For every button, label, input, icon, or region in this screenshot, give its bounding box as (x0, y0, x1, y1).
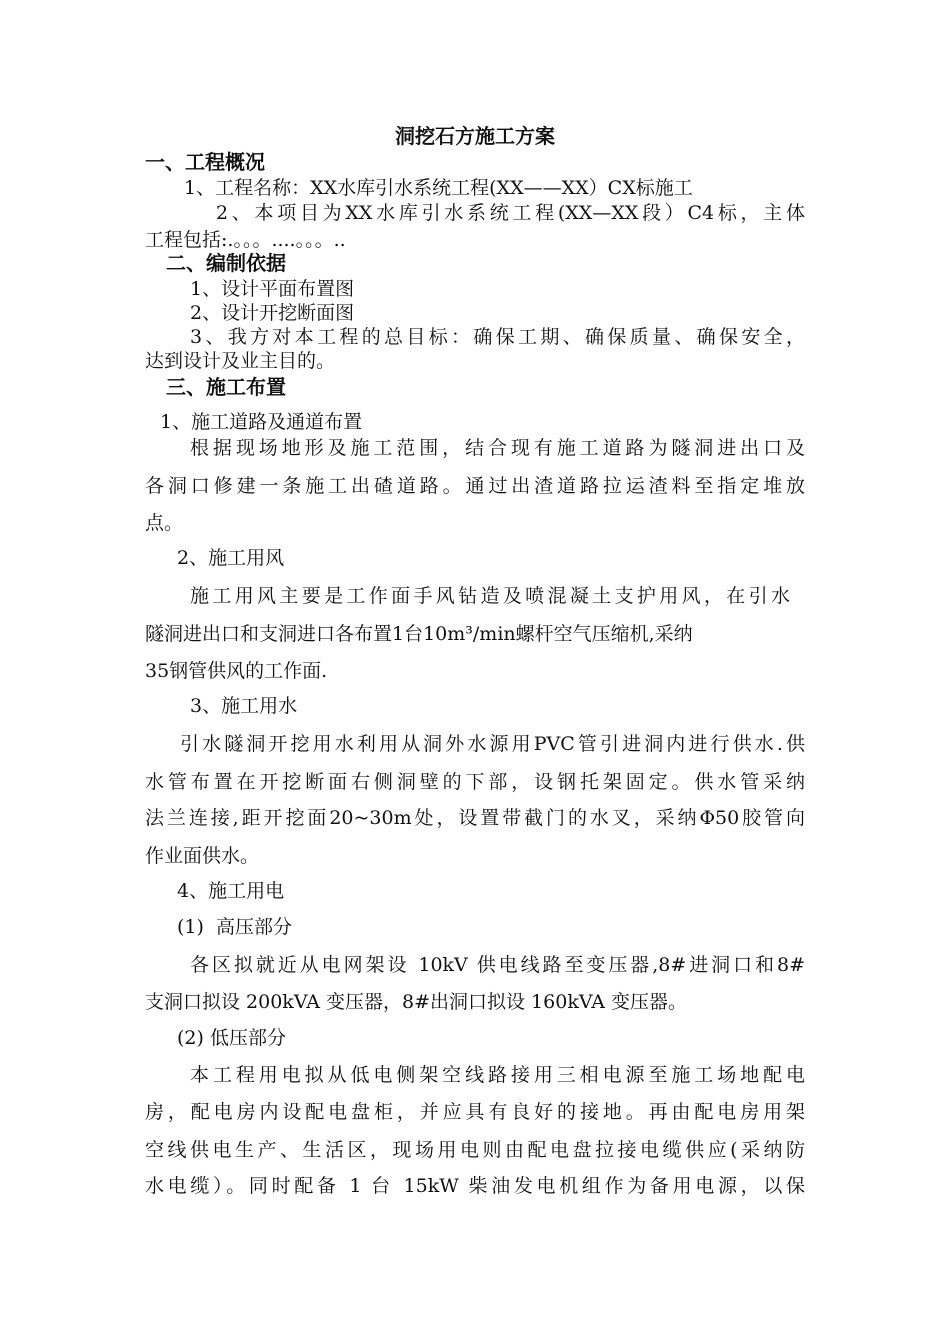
air-line: 隧洞进出口和支洞进口各布置1台10m³/min螺杆空气压缩机,采纳 (145, 623, 693, 645)
basis-item-section: 2、设计开挖断面图 (190, 302, 355, 324)
power-lv-line: 本工程用电拟从低电侧架空线路接用三相电源至施工场地配电 (190, 1064, 805, 1086)
air-line: 施工用风主要是工作面手风钻造及喷混凝土支护用风，在引水 (190, 585, 790, 607)
power-lv-title: (2) 低压部分 (177, 1027, 286, 1049)
section-heading-basis: 二、编制依据 (166, 251, 286, 275)
paragraph-project-scope-cont: 工程包括:.。。。....。。。.. (145, 229, 346, 251)
power-hv-line: 支洞口拟设 200kVA 变压器，8#出洞口拟设 160kVA 变压器。 (145, 991, 688, 1013)
subsection-road: 1、施工道路及通道布置 (160, 411, 363, 433)
power-lv-line: 房，配电房内设配电盘柜，并应具有良好的接地。再由配电房用架 (145, 1101, 805, 1123)
paragraph-project-name: 1、工程名称：XX水库引水系统工程(XX——XX）CX标施工 (184, 177, 693, 199)
section-heading-overview: 一、工程概况 (145, 150, 265, 174)
basis-item-goal-cont: 达到设计及业主目的。 (145, 350, 336, 372)
water-line: 作业面供水。 (145, 845, 260, 867)
water-line: 水管布置在开挖断面右侧洞壁的下部，设钢托架固定。供水管采纳 (145, 771, 805, 793)
power-hv-line: 各区拟就近从电网架设 10kV 供电线路至变压器,8#进洞口和8# (190, 954, 805, 976)
subsection-water: 3、施工用水 (190, 695, 298, 717)
water-line: 引水隧洞开挖用水利用从洞外水源用PVC管引进洞内进行供水.供 (180, 733, 805, 755)
section-heading-layout: 三、施工布置 (166, 375, 286, 399)
road-line: 点。 (145, 512, 184, 534)
road-line: 根据现场地形及施工范围，结合现有施工道路为隧洞进出口及 (190, 437, 805, 459)
air-line: 35钢管供风的工作面. (145, 660, 328, 682)
basis-item-goal: 3、我方对本工程的总目标：确保工期、确保质量、确保安全， (190, 326, 805, 348)
subsection-air: 2、施工用风 (177, 547, 285, 569)
document-title: 洞挖石方施工方案 (395, 124, 555, 148)
power-lv-line: 水电缆）。同时配备 1 台 15kW 柴油发电机组作为备用电源，以保 (145, 1175, 805, 1197)
water-line: 法兰连接,距开挖面20~30m处，设置带截门的水叉，采纳Φ50胶管向 (145, 807, 805, 829)
road-line: 各洞口修建一条施工出碴道路。通过出渣道路拉运渣料至指定堆放 (145, 475, 805, 497)
basis-item-plan: 1、设计平面布置图 (190, 278, 355, 300)
paragraph-project-scope: 2、本项目为XX水库引水系统工程(XX—XX段）C4标，主体 (216, 202, 805, 224)
power-lv-line: 空线供电生产、生活区，现场用电则由配电盘拉接电缆供应(采纳防 (145, 1139, 805, 1161)
subsection-power: 4、施工用电 (177, 880, 285, 902)
power-hv-title: (1) 高压部分 (177, 916, 292, 938)
